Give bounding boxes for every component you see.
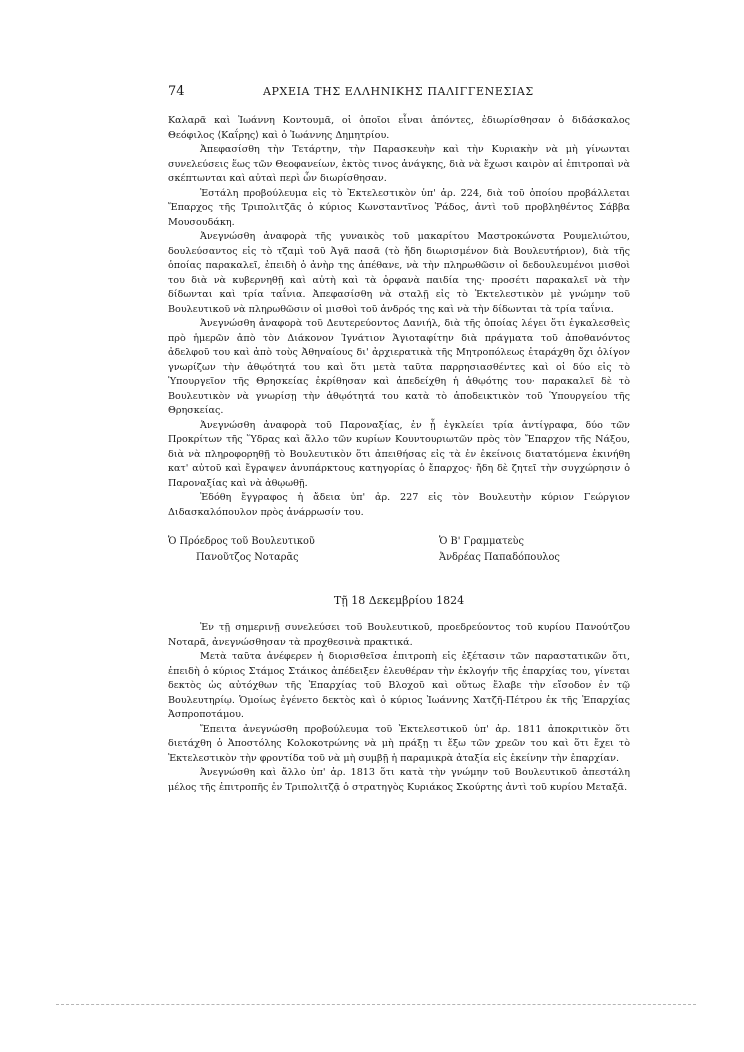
paragraph: Μετὰ ταῦτα ἀνέφερεν ἡ διορισθεῖσα ἐπιτροπὴ εἰς ἐξέτασιν τῶν παραστατικῶν ὅτι, ἐπειδὴ ὁ κύριος Στάμος Στάικος ἀπέδειξεν ἐλευθέραν τὴν ἐκλογήν τῆς ἐπαρχίας του, γίνεται δεκτὸς ὡς αὐτόχθων τῆς Ἐπαρχίας τοῦ Βλοχοῦ καὶ οὕτως ἔλαβε τὴν εἴσοδον ἐν τῷ Βουλευτηρίῳ. Ὁμοίως ἐγένετο δεκτὸς καὶ ὁ κύριος Ἰωάννης Χατζῆ-Πέτρου ἐκ τῆς Ἐπαρχίας Ἀσπροποτάμου. — [168, 651, 630, 720]
paragraph: Ἐδόθη ἔγγραφος ἡ ἄδεια ὑπ' ἀρ. 227 εἰς τὸν Βουλευτὴν κύριον Γεώργιον Διδασκαλόπουλον πρὸς ἀνάρρωσίν του. — [168, 492, 630, 518]
document-page — [168, 84, 630, 795]
signature-name: Ἀνδρέας Παπαδόπουλος — [439, 552, 560, 563]
page-header — [168, 84, 630, 106]
running-head: ΑΡΧΕΙΑ ΤΗΣ ΕΛΛΗΝΙΚΗΣ ΠΑΛΙΓΓΕΝΕΣΙΑΣ — [263, 85, 534, 98]
paragraph: Ἀνεγνώσθη ἀναφορὰ τοῦ Παροναξίας, ἐν ᾗ ἐγκλείει τρία ἀντίγραφα, δύο τῶν Προκρίτων τῆς Ὕδρας καὶ ἄλλο τῶν κυρίων Κουντουριωτῶν πρὸς τὸν Ἔπαρχον τῆς Νάξου, διὰ νὰ πληροφορηθῇ τὸ Βουλευτικὸν ὅτι ἀπειθήσας εἰς τὰ ἐν ἐκείνοις διατατόμενα ἐκινήθη κατ' αὐτοῦ καὶ ἔγραψεν ἀνυπάρκτους κατηγορίας ὁ ἔπαρχος· ἤδη δὲ ζητεῖ τὴν συγχώρησιν ὁ Παροναξίας καὶ νὰ ἀθῳωθῇ. — [168, 419, 630, 489]
date-heading: Τῇ 18 Δεκεμβρίου 1824 — [333, 594, 465, 607]
paragraph: Ἐστάλη προβούλευμα εἰς τὸ Ἐκτελεστικὸν ὑπ' ἀρ. 224, διὰ τοῦ ὁποίου προβάλλεται Ἔπαρχος τῆς Τριπολιτζᾶς ὁ κύριος Κωνσταντῖνος Ῥάδος, ἀντὶ τοῦ προβληθέντος Σάββα Μουσουδάκη. — [168, 187, 630, 228]
page-number: 74 — [168, 84, 185, 99]
paragraph: Ἀνεγνώσθη ἀναφορὰ τοῦ Δευτερεύοντος Δανιήλ, διὰ τῆς ὁποίας λέγει ὅτι ἐγκαλεσθεὶς πρὸ ἡμερῶν ἀπὸ τὸν Διάκονον Ἰγνάτιον Ἁγιοταφίτην διὰ πράγματα τοῦ ἀποθανόντος ἀδελφοῦ του καὶ ἀπὸ τοὺς Ἀθηναίους δι' ἀρχιερατικὰ τῆς Μητροπόλεως ἐταράχθη ὄχι ὀλίγον γνωρίζων τὴν ἀθῳότητά του καὶ ὅτι μετὰ ταῦτα παρρησιασθέντες καὶ οἱ δύο εἰς τὸ Ὑπουργεῖον τῆς Θρησκείας ἐκρίθησαν καὶ ἀπεδείχθη ἡ ἀθῳότης του· παρακαλεῖ δὲ τὸ Βουλευτικὸν νὰ γνωρίσῃ τὴν ἀθῳότητά του κατὰ τὸ ἀποδεικτικὸν τοῦ Ὑπουργείου τῆς Θρησκείας. — [168, 318, 630, 416]
paragraph: Ἀνεγνώσθη ἀναφορὰ τῆς γυναικὸς τοῦ μακαρίτου Μαστροκώνστα Ρουμελιώτου, δουλεύσαντος εἰς τὸ τζαμὶ τοῦ Ἀγᾶ πασᾶ (τὸ ἤδη διωρισμένον διὰ Βουλευτήριον), διὰ τῆς ὁποίας παρακαλεῖ, ἐπειδὴ ὁ ἀνὴρ της ἀπέθανε, νὰ τὴν πληρωθῶσιν οἱ δεδουλευμένοι μισθοὶ του διὰ νὰ κυβερνηθῇ καὶ αὐτὴ καὶ τὰ ὀρφανὰ παιδία της· προσέτι παρακαλεῖ νὰ τὴν δίδωνται καὶ τρία ταΐνια. Ἀπεφασίσθη νὰ σταλῇ εἰς τὸ Ἐκτελεστικὸν μὲ γνώμην τοῦ Βουλευτικοῦ νὰ πληρωθῶσιν οἱ μισθοὶ τοῦ ἀνδρός της καὶ νὰ τὴν δίδωνται τὰ τρία ταΐνια. — [168, 231, 630, 315]
president-signature — [168, 534, 399, 566]
signature-role: Ὁ Β' Γραμματεὺς — [439, 536, 525, 547]
paragraph: Ἔπειτα ἀνεγνώσθη προβούλευμα τοῦ Ἐκτελεστικοῦ ὑπ' ἀρ. 1811 ἀποκριτικὸν ὅτι διετάχθη ὁ Ἀποστόλης Κολοκοτρώνης νὰ μὴ πράξῃ τι ἔξω τῶν χρεῶν του καὶ ὅτι ἔχει τὸ Ἐκτελεστικὸν τὴν φροντίδα τοῦ νὰ μὴ συμβῇ ἡ παραμικρὰ ἀταξία εἰς ἐκείνην τὴν ἐπαρχίαν. — [168, 723, 630, 764]
footer-divider — [56, 1004, 696, 1005]
signature-role: Ὁ Πρόεδρος τοῦ Βουλευτικοῦ — [168, 536, 315, 547]
body-text-part2 — [168, 621, 630, 795]
paragraph: Ἐν τῇ σημερινῇ συνελεύσει τοῦ Βουλευτικοῦ, προεδρεύοντος τοῦ κυρίου Πανούτζου Νοταρᾶ, ἀνεγνώσθησαν τὰ προχθεσινὰ πρακτικά. — [168, 622, 630, 648]
body-text-part1 — [168, 114, 630, 520]
paragraph: Ἀνεγνώσθη καὶ ἄλλο ὑπ' ἀρ. 1813 ὅτι κατὰ τὴν γνώμην τοῦ Βουλευτικοῦ ἀπεστάλη μέλος τῆς ἐπιτροπῆς ἐν Τριπολιτζᾷ ὁ στρατηγὸς Κυριάκος Σκούρτης ἀντὶ τοῦ κυρίου Μεταξᾶ. — [168, 767, 630, 793]
signature-name: Πανοῦτζος Νοταρᾶς — [196, 552, 299, 563]
signature-block — [168, 534, 630, 566]
paragraph: Καλαρᾶ καὶ Ἰωάννη Κοντουμᾶ, οἱ ὁποῖοι εἶναι ἀπόντες, ἐδιωρίσθησαν ὁ διδάσκαλος Θεόφιλος ⟨Καΐρης⟩ καὶ ὁ Ἰωάννης Δημητρίου. — [168, 115, 630, 141]
paragraph: Ἀπεφασίσθη τὴν Τετάρτην, τὴν Παρασκευὴν καὶ τὴν Κυριακὴν νὰ μὴ γίνωνται συνελεύσεις ἕως τῶν Θεοφανείων, ἐκτὸς τινος ἀνάγκης, διὰ νὰ ἔχωσι καιρὸν αἱ ἐπιτροπαὶ νὰ σκέπτωνται καὶ αὐταὶ περὶ ὧν διωρίσθησαν. — [168, 144, 630, 184]
secretary-signature — [399, 534, 630, 566]
